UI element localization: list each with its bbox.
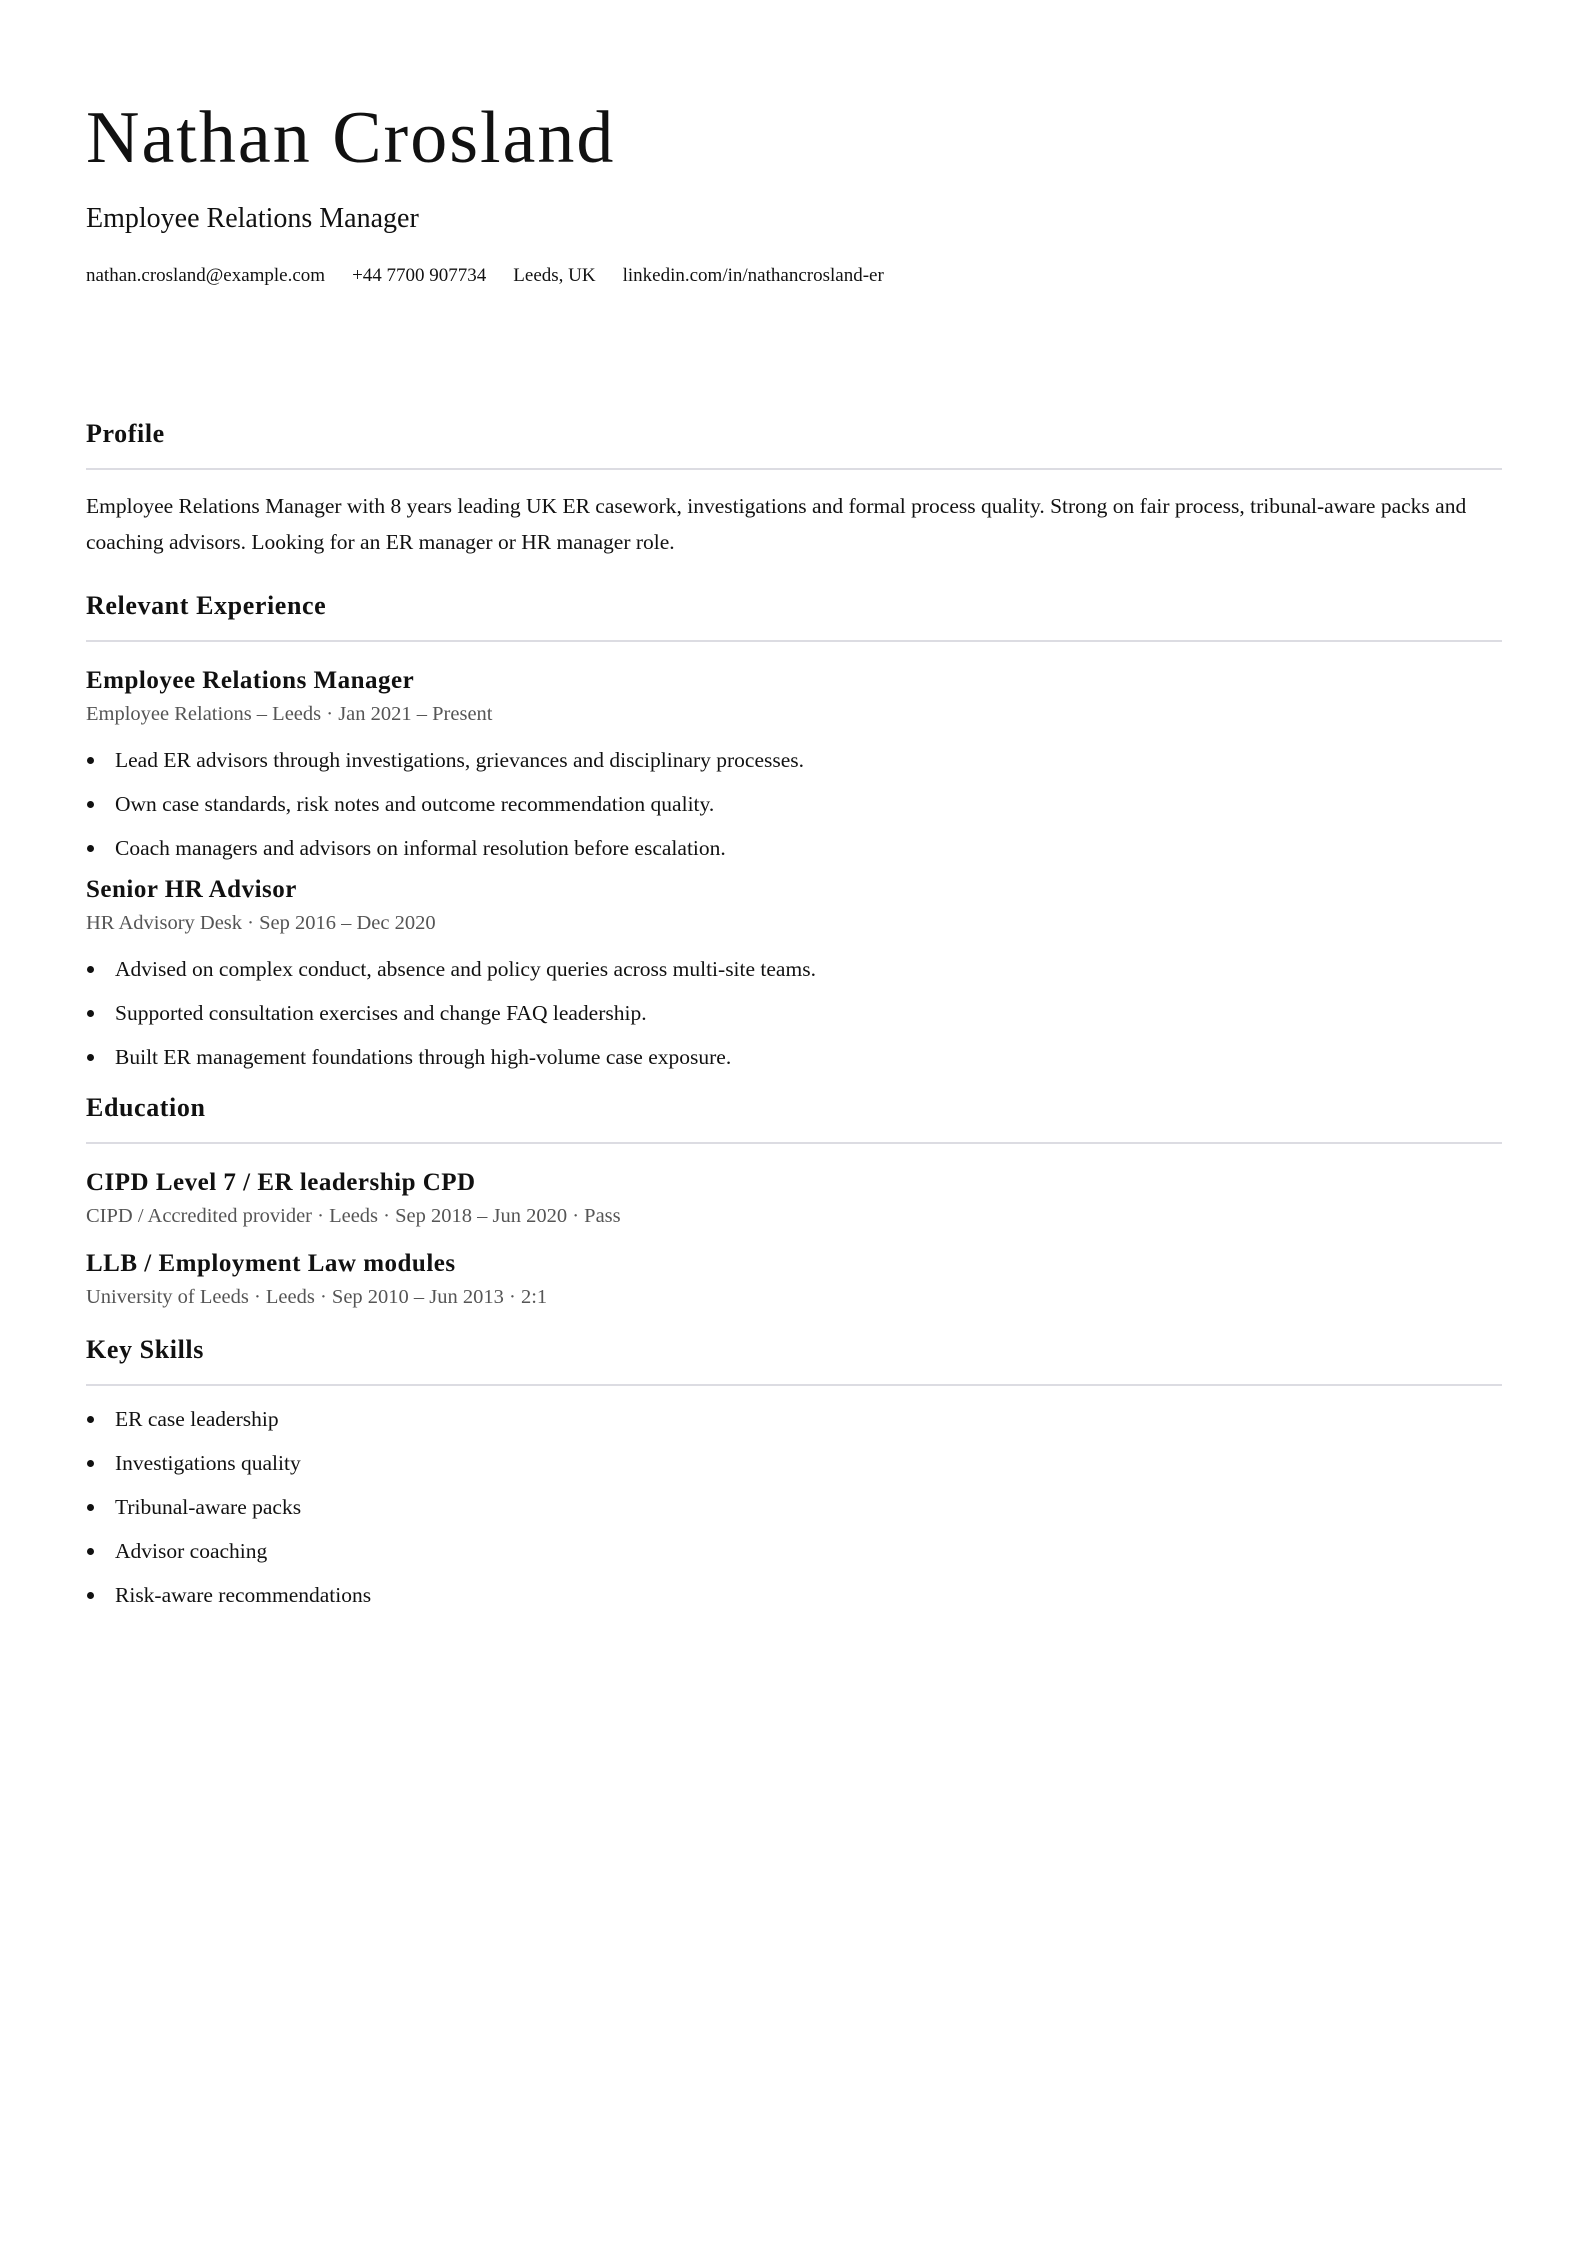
profile-text: Employee Relations Manager with 8 years leading UK ER casework, investigations and formal process quality. Strong on fair process, tribunal-aware packs and coaching advisors. Looking for an ER manager or HR manager role. <box>86 494 1467 554</box>
profile-heading: Profile <box>86 418 1502 470</box>
job-entry <box>86 875 1502 1070</box>
candidate-role: Employee Relations Manager <box>86 203 419 234</box>
job-meta: Employee Relations – Leeds · Jan 2021 – Present <box>86 703 493 725</box>
education-entry <box>86 1249 1502 1310</box>
skill-item: ER case leadership <box>86 1406 1502 1432</box>
contact-email[interactable]: nathan.crosland@example.com <box>86 265 326 286</box>
skill-item: Advisor coaching <box>86 1538 1502 1564</box>
contact-phone[interactable]: +44 7700 907734 <box>352 265 487 286</box>
profile-section <box>86 418 1502 560</box>
job-bullet: Own case standards, risk notes and outcome recommendation quality. <box>86 791 1502 817</box>
job-bullet: Lead ER advisors through investigations, grievances and disciplinary processes. <box>86 747 1502 773</box>
contact-location: Leeds, UK <box>513 265 596 286</box>
skill-item: Investigations quality <box>86 1450 1502 1476</box>
education-entry <box>86 1168 1502 1229</box>
education-heading: Education <box>86 1092 1502 1144</box>
education-title: CIPD Level 7 / ER leadership CPD <box>86 1169 476 1196</box>
job-title: Employee Relations Manager <box>86 667 415 694</box>
job-bullet: Advised on complex conduct, absence and policy queries across multi-site teams. <box>86 956 1502 982</box>
skill-item: Risk-aware recommendations <box>86 1582 1502 1608</box>
experience-heading: Relevant Experience <box>86 590 1502 642</box>
experience-section <box>86 590 1502 1070</box>
candidate-name: Nathan Crosland <box>86 97 616 179</box>
job-entry <box>86 666 1502 861</box>
job-bullet: Coach managers and advisors on informal resolution before escalation. <box>86 835 1502 861</box>
skills-section <box>86 1334 1502 1608</box>
resume-header <box>86 96 1502 288</box>
job-bullets <box>86 956 1502 1070</box>
skills-list <box>86 1406 1502 1608</box>
education-section <box>86 1092 1502 1310</box>
skills-heading: Key Skills <box>86 1334 1502 1386</box>
contact-linkedin[interactable]: linkedin.com/in/nathancrosland-er <box>622 265 884 286</box>
job-bullets <box>86 747 1502 861</box>
contact-line <box>86 264 1502 288</box>
job-title: Senior HR Advisor <box>86 876 297 903</box>
job-bullet: Built ER management foundations through high-volume case exposure. <box>86 1044 1502 1070</box>
skill-item: Tribunal-aware packs <box>86 1494 1502 1520</box>
education-title: LLB / Employment Law modules <box>86 1250 456 1277</box>
education-meta: University of Leeds · Leeds · Sep 2010 – Jun 2013 · 2:1 <box>86 1286 548 1308</box>
job-meta: HR Advisory Desk · Sep 2016 – Dec 2020 <box>86 912 436 934</box>
education-meta: CIPD / Accredited provider · Leeds · Sep 2018 – Jun 2020 · Pass <box>86 1205 621 1227</box>
job-bullet: Supported consultation exercises and change FAQ leadership. <box>86 1000 1502 1026</box>
